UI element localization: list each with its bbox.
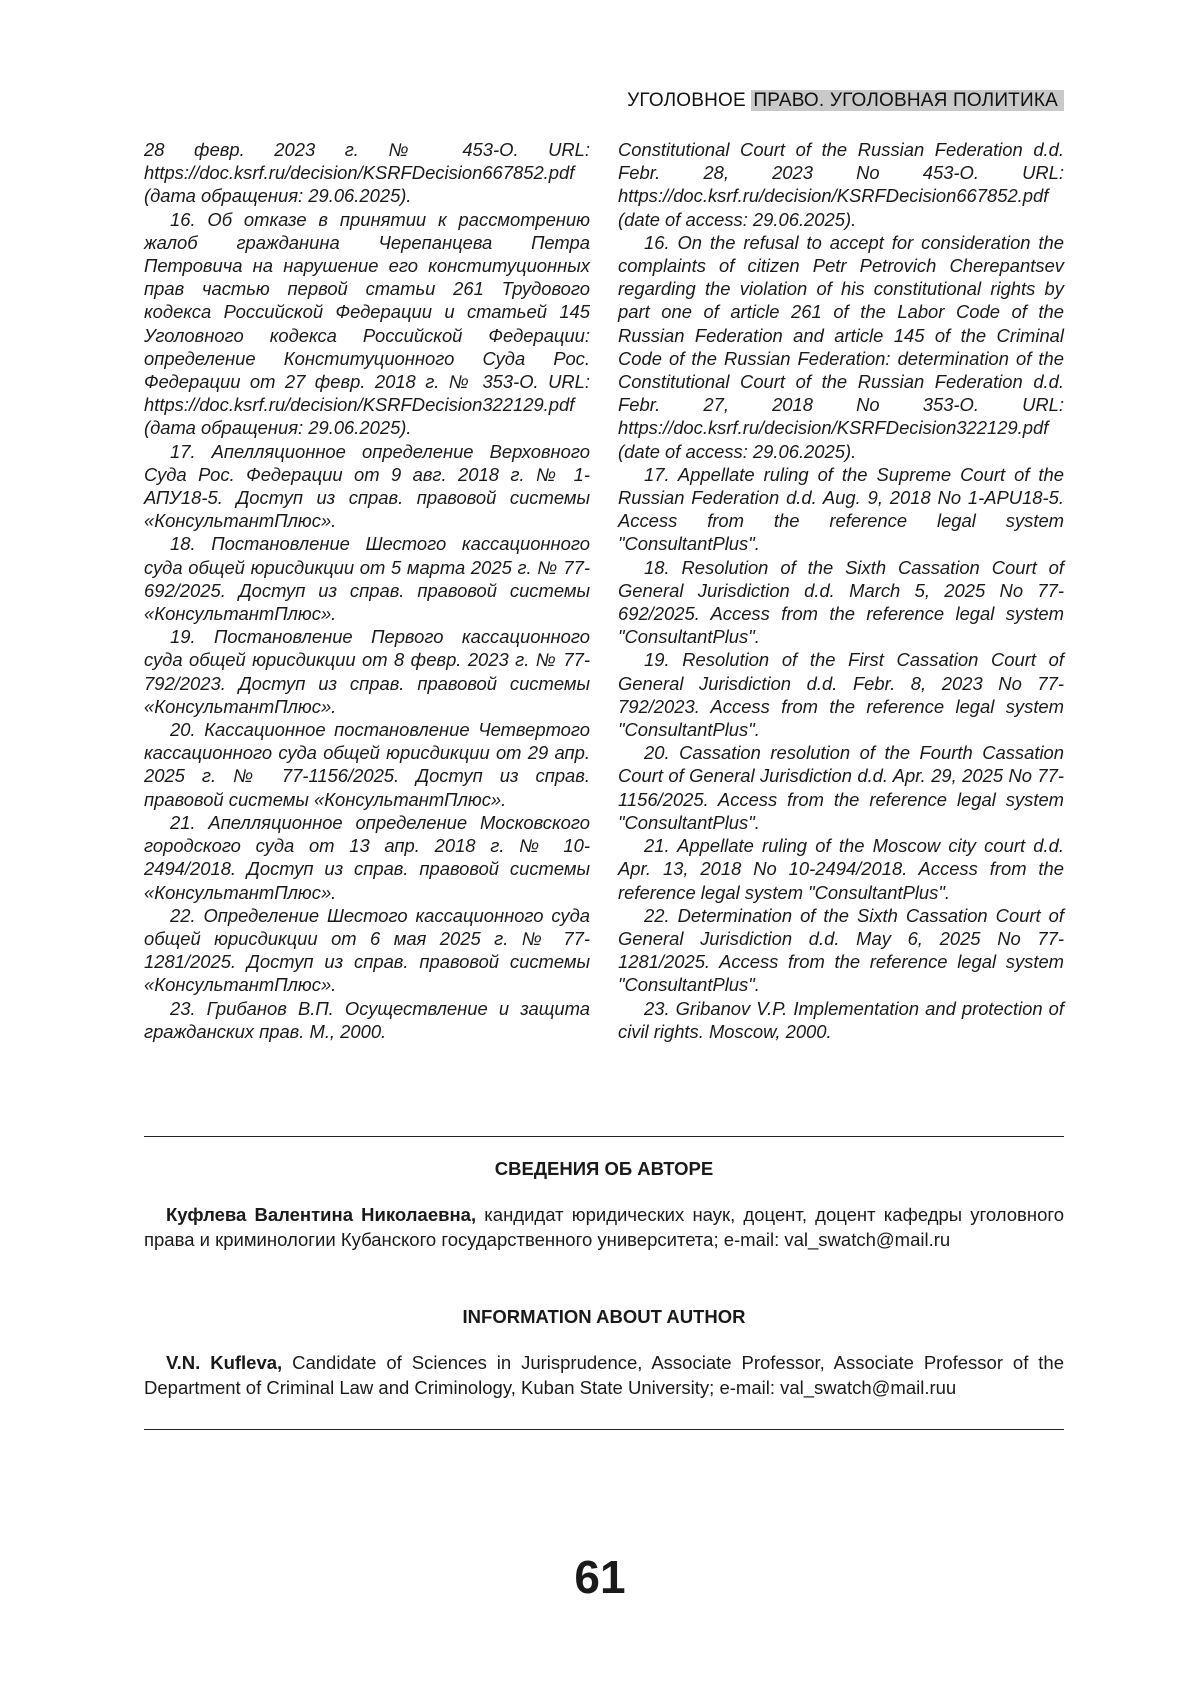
reference-ru-22: 22. Определение Шестого кассационного суда общей юрисдикции от 6 мая 2025 г. № 77-1281/2025. Доступ из справ. правовой системы «КонсультантПлюс». [144, 904, 590, 997]
reference-en-17: 17. Appellate ruling of the Supreme Court of the Russian Federation d.d. Aug. 9, 2018 No 1-APU18-5. Access from the reference legal system "ConsultantPlus". [618, 463, 1064, 556]
references-en-column [618, 138, 1064, 1043]
author-info-title-en: INFORMATION ABOUT AUTHOR [144, 1306, 1064, 1328]
running-head [621, 86, 1064, 115]
reference-ru-21: 21. Апелляционное определение Московского городского суда от 13 апр. 2018 г. № 10-2494/2018. Доступ из справ. правовой системы «КонсультантПлюс». [144, 811, 590, 904]
author-details-ru: кандидат юридических наук, доцент, доцент кафедры уголовного права и криминологии Кубанского государственного университета; e-mail: val_swatch@mail.ru [144, 1204, 1064, 1250]
reference-en-22: 22. Determination of the Sixth Cassation Court of General Jurisdiction d.d. May 6, 2025 No 77-1281/2025. Access from the reference legal system "ConsultantPlus". [618, 904, 1064, 997]
reference-ru-15-tail: 28 февр. 2023 г. № 453-О. URL: https://doc.ksrf.ru/decision/KSRFDecision667852.pdf (дата обращения: 29.06.2025). [144, 138, 590, 208]
reference-ru-18: 18. Постановление Шестого кассационного суда общей юрисдикции от 5 марта 2025 г. № 77-692/2025. Доступ из справ. правовой системы «КонсультантПлюс». [144, 532, 590, 625]
reference-en-21: 21. Appellate ruling of the Moscow city court d.d. Apr. 13, 2018 No 10-2494/2018. Access from the reference legal system "ConsultantPlus". [618, 834, 1064, 904]
divider-top [144, 1136, 1064, 1137]
reference-ru-20: 20. Кассационное постановление Четвертого кассационного суда общей юрисдикции от 29 апр. 2025 г. № 77-1156/2025. Доступ из справ. правовой системы «КонсультантПлюс». [144, 718, 590, 811]
page-number: 61 [0, 1550, 1200, 1604]
reference-en-15-tail: Constitutional Court of the Russian Federation d.d. Febr. 28, 2023 No 453-O. URL: https://doc.ksrf.ru/decision/KSRFDecision667852.pdf (date of access: 29.06.2025). [618, 138, 1064, 231]
reference-en-16: 16. On the refusal to accept for consideration the complaints of citizen Petr Petrovich Cherepantsev regarding the violation of his constitutional rights by part one of article 261 of the Labor Code of the Russian Federation and article 145 of the Criminal Code of the Russian Federation: determination of the Constitutional Court of the Russian Federation d.d. Febr. 27, 2018 No 353-O. URL: https://doc.ksrf.ru/decision/KSRFDecision322129.pdf (date of access: 29.06.2025). [618, 231, 1064, 463]
reference-en-18: 18. Resolution of the Sixth Cassation Court of General Jurisdiction d.d. March 5, 2025 No 77-692/2025. Access from the reference legal system "ConsultantPlus". [618, 556, 1064, 649]
reference-ru-23: 23. Грибанов В.П. Осуществление и защита гражданских прав. М., 2000. [144, 997, 590, 1043]
reference-ru-19: 19. Постановление Первого кассационного суда общей юрисдикции от 8 февр. 2023 г. № 77-792/2023. Доступ из справ. правовой системы «КонсультантПлюс». [144, 625, 590, 718]
reference-en-19: 19. Resolution of the First Cassation Court of General Jurisdiction d.d. Febr. 8, 2023 No 77-792/2023. Access from the reference legal system "ConsultantPlus". [618, 648, 1064, 741]
divider-bottom [144, 1429, 1064, 1430]
author-name-ru: Куфлева Валентина Николаевна, [166, 1204, 476, 1225]
running-head-part1: УГОЛОВНОЕ [627, 90, 751, 111]
reference-en-20: 20. Cassation resolution of the Fourth Cassation Court of General Jurisdiction d.d. Apr. 29, 2025 No 77-1156/2025. Access from the reference legal system "ConsultantPlus". [618, 741, 1064, 834]
author-info-ru [144, 1202, 1064, 1252]
author-details-en: Candidate of Sciences in Jurisprudence, Associate Professor, Associate Professor of the Department of Criminal Law and Criminology, Kuban State University; e-mail: val_swatch@mail.ruu [144, 1352, 1064, 1398]
author-info-title-ru: СВЕДЕНИЯ ОБ АВТОРЕ [144, 1158, 1064, 1180]
reference-ru-16: 16. Об отказе в принятии к рассмотрению жалоб гражданина Черепанцева Петра Петровича на нарушение его конституционных прав частью первой статьи 261 Трудового кодекса Российской Федерации и статьей 145 Уголовного кодекса Российской Федерации: определение Конституционного Суда Рос. Федерации от 27 февр. 2018 г. № 353-О. URL: https://doc.ksrf.ru/decision/KSRFDecision322129.pdf (дата обращения: 29.06.2025). [144, 208, 590, 440]
author-name-en: V.N. Kufleva, [166, 1352, 282, 1373]
running-head-part2: ПРАВО. УГОЛОВНАЯ ПОЛИТИКА [751, 90, 1064, 111]
author-info-en [144, 1350, 1064, 1400]
references-ru-column [144, 138, 590, 1043]
reference-ru-17: 17. Апелляционное определение Верховного Суда Рос. Федерации от 9 авг. 2018 г. № 1-АПУ18-5. Доступ из справ. правовой системы «КонсультантПлюс». [144, 440, 590, 533]
reference-en-23: 23. Gribanov V.P. Implementation and protection of civil rights. Moscow, 2000. [618, 997, 1064, 1043]
